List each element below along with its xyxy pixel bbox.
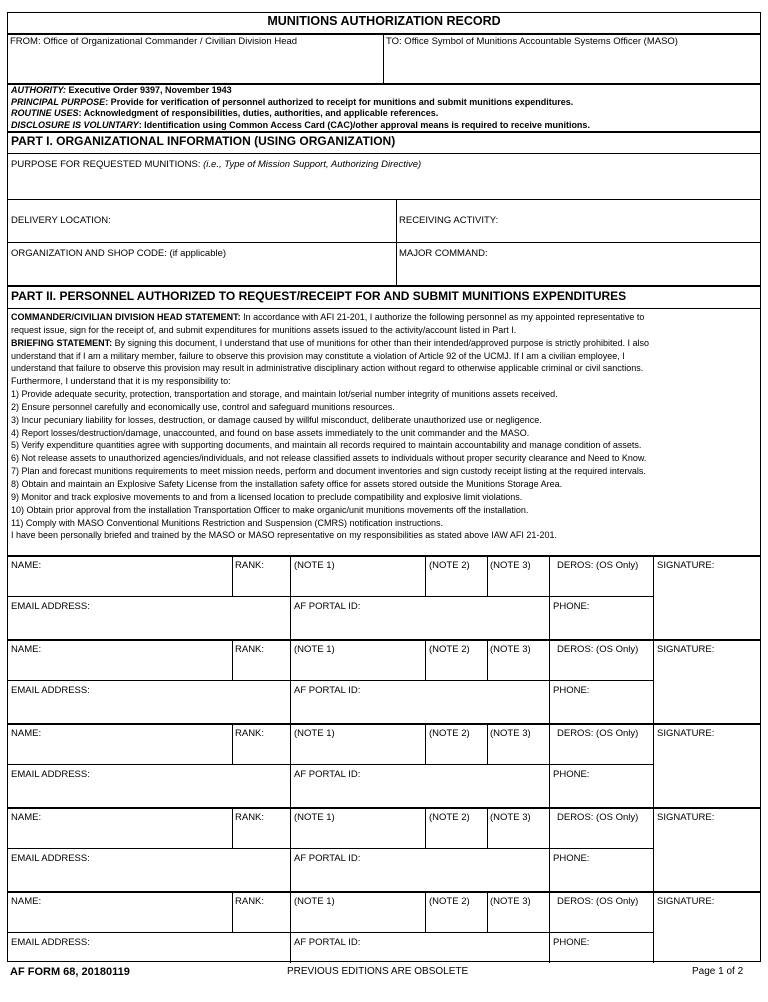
to-label: TO: Office Symbol of Munitions Accountable Systems Officer (MASO) — [386, 36, 678, 47]
note2-label: (NOTE 2) — [429, 812, 470, 823]
delivery-location-label: DELIVERY LOCATION: — [11, 215, 111, 226]
phone-field-2[interactable] — [551, 697, 652, 721]
deros-label: DEROS: (OS Only) — [557, 728, 639, 739]
name-label: NAME: — [11, 812, 42, 823]
note3-label: (NOTE 3) — [490, 728, 531, 739]
signature-field-3[interactable] — [655, 740, 759, 805]
note2-field-1[interactable] — [427, 572, 486, 594]
phone-label: PHONE: — [553, 769, 590, 780]
rank-field-4[interactable] — [234, 824, 289, 846]
email-field-4[interactable] — [9, 865, 289, 889]
rank-field-5[interactable] — [234, 908, 289, 930]
phone-field-3[interactable] — [551, 781, 652, 805]
responsibility-item: 10) Obtain prior approval from the installation Transportation Officer to make organic/unit munitions movements off the installation. — [11, 504, 529, 515]
note1-field-5[interactable] — [292, 908, 424, 930]
rank-field-2[interactable] — [234, 656, 289, 678]
responsibility-item: 5) Verify expenditure quantities agree with supporting documents, and maintain all records required to maintain accountability and manage condition of assets. — [11, 440, 642, 451]
note2-field-2[interactable] — [427, 656, 486, 678]
portal-id-field-1[interactable] — [292, 613, 548, 637]
deros-field-2[interactable] — [551, 656, 652, 678]
note1-label: (NOTE 1) — [294, 896, 335, 907]
note3-label: (NOTE 3) — [490, 560, 531, 571]
deros-field-4[interactable] — [551, 824, 652, 846]
briefing-statement: COMMANDER/CIVILIAN DIVISION HEAD STATEMENT: In accordance with AFI 21-201, I authorize the following personnel as my appointed representative to request issue, sign for the receipt of, and submit expenditures for munitions assets issued to the activity/account listed in Part I. BRIEFING STATEMENT: By signing this document, I understand that use of munitions for other than their intended/approved purpose is strictly prohibited. I also understand that if I am a military member, failure to observe this provision may constitute a violation of Article 92 of the UCMJ. If I am a civilian employee, I understand that failure to observe this provision may result in administrative disciplinary action without regard to otherwise applicable criminal or civil sanctions. Furthermore, I understand that it is my responsibility to: 1) Provide adequate security, protection, transportation and storage, and maintain lot/serial number integrity of munitions assets received. 2) Ensure personnel carefully and economically use, control and safeguard munitions resources. 3) Incur pecuniary liability for losses, destruction, or damage caused by willful misconduct, deliberate unauthorized use or negligence. 4) Report losses/destruction/damage, unaccounted, and found on base assets immediately to the unit commander and the MASO. 5) Verify expenditure quantities agree with supporting documents, and maintain all records required to maintain accountability and manage condition of assets. 6) Not release assets to unauthorized agencies/individuals, and not release classified assets to individuals without proper security clearance and Need to Know. 7) Plan and forecast munitions requirements to meet mission needs, perform and document inventories and sign custody receipt listing at the required intervals. 8) Obtain and maintain an Explosive Safety License from the installation safety office for assets stored outside the Munitions Storage Area. 9) Monitor and track explosive movements to and from a licensed location to preclude compatibility and explosive limit violations. 10) Obtain prior approval from the installation Transportation Officer to make organic/unit munitions movements off the installation. 11) Comply with MASO Conventional Munitions Restriction and Suspension (CMRS) notification instructions. I have been personally briefed and trained by the MASO or MASO representative on my responsibilities as stated above IAW AFI 21-201. — [11, 311, 759, 542]
email-field-3[interactable] — [9, 781, 289, 805]
editions-notice: PREVIOUS EDITIONS ARE OBSOLETE — [287, 966, 469, 977]
deros-label: DEROS: (OS Only) — [557, 644, 639, 655]
rank-label: RANK: — [235, 812, 265, 823]
major-command-label: MAJOR COMMAND: — [399, 248, 488, 259]
name-field-2[interactable] — [9, 656, 231, 678]
note2-label: (NOTE 2) — [429, 644, 470, 655]
portal-id-label: AF PORTAL ID: — [294, 937, 361, 948]
signature-field-4[interactable] — [655, 824, 759, 889]
note1-label: (NOTE 1) — [294, 728, 335, 739]
note3-label: (NOTE 3) — [490, 896, 531, 907]
portal-id-field-5[interactable] — [292, 949, 548, 961]
org-shop-code-field[interactable] — [9, 260, 395, 284]
name-field-1[interactable] — [9, 572, 231, 594]
note2-label: (NOTE 2) — [429, 560, 470, 571]
receiving-activity-field[interactable] — [508, 201, 758, 241]
responsibility-item: 1) Provide adequate security, protection, transportation and storage, and maintain lot/serial number integrity of munitions assets received. — [11, 389, 558, 400]
note3-label: (NOTE 3) — [490, 644, 531, 655]
responsibility-item: 3) Incur pecuniary liability for losses, destruction, or damage caused by willful misconduct, deliberate unauthorized use or negligence. — [11, 414, 542, 425]
name-label: NAME: — [11, 896, 42, 907]
portal-id-field-4[interactable] — [292, 865, 548, 889]
portal-id-label: AF PORTAL ID: — [294, 769, 361, 780]
note3-field-2[interactable] — [489, 656, 548, 678]
email-label: EMAIL ADDRESS: — [11, 769, 90, 780]
name-label: NAME: — [11, 728, 42, 739]
email-field-2[interactable] — [9, 697, 289, 721]
note3-field-1[interactable] — [489, 572, 548, 594]
deros-field-3[interactable] — [551, 740, 652, 762]
deros-label: DEROS: (OS Only) — [557, 812, 639, 823]
phone-field-4[interactable] — [551, 865, 652, 889]
email-label: EMAIL ADDRESS: — [11, 853, 90, 864]
rank-label: RANK: — [235, 728, 265, 739]
responsibility-item: 11) Comply with MASO Conventional Munitions Restriction and Suspension (CMRS) notification instructions. — [11, 517, 444, 528]
note3-label: (NOTE 3) — [490, 812, 531, 823]
email-field-5[interactable] — [9, 949, 289, 961]
name-label: NAME: — [11, 644, 42, 655]
deros-field-5[interactable] — [551, 908, 652, 930]
from-field[interactable] — [9, 47, 381, 82]
receiving-activity-label: RECEIVING ACTIVITY: — [399, 215, 499, 226]
email-label: EMAIL ADDRESS: — [11, 685, 90, 696]
note1-label: (NOTE 1) — [294, 560, 335, 571]
form-page — [7, 12, 761, 962]
major-command-field[interactable] — [398, 260, 758, 284]
signature-field-5[interactable] — [655, 908, 759, 961]
note3-field-4[interactable] — [489, 824, 548, 846]
note2-field-4[interactable] — [427, 824, 486, 846]
deros-label: DEROS: (OS Only) — [557, 896, 639, 907]
note1-label: (NOTE 1) — [294, 812, 335, 823]
note3-field-3[interactable] — [489, 740, 548, 762]
org-shop-code-label: ORGANIZATION AND SHOP CODE: (if applicable) — [11, 248, 227, 259]
responsibility-item: 2) Ensure personnel carefully and economically use, control and safeguard munitions resources. — [11, 401, 395, 412]
note3-field-5[interactable] — [489, 908, 548, 930]
note1-field-3[interactable] — [292, 740, 424, 762]
phone-field-5[interactable] — [551, 949, 652, 961]
email-label: EMAIL ADDRESS: — [11, 601, 90, 612]
signature-label: SIGNATURE: — [657, 896, 715, 907]
signature-label: SIGNATURE: — [657, 560, 715, 571]
portal-id-label: AF PORTAL ID: — [294, 853, 361, 864]
phone-field-1[interactable] — [551, 613, 652, 637]
name-field-4[interactable] — [9, 824, 231, 846]
rank-label: RANK: — [235, 560, 265, 571]
note1-field-4[interactable] — [292, 824, 424, 846]
signature-label: SIGNATURE: — [657, 644, 715, 655]
deros-field-1[interactable] — [551, 572, 652, 594]
privacy-act-statement: AUTHORITY: Executive Order 9397, November 1943 PRINCIPAL PURPOSE: Provide for verification of personnel authorized to receipt for munitions and submit munitions expenditures. ROUTINE USES: Acknowledgment of responsibilities, duties, authorities, and applicable references. DISCLOSURE IS VOLUNTARY: Identification using Common Access Card (CAC)/other approval means is required to receive munitions. — [11, 85, 590, 130]
from-label: FROM: Office of Organizational Commander / Civilian Division Head — [10, 36, 298, 47]
responsibility-item: 6) Not release assets to unauthorized agencies/individuals, and not release classified assets to individuals without proper security clearance and Need to Know. — [11, 453, 647, 464]
purpose-label: PURPOSE FOR REQUESTED MUNITIONS: (i.e., Type of Mission Support, Authorizing Directive) — [11, 159, 422, 170]
signature-label: SIGNATURE: — [657, 728, 715, 739]
name-label: NAME: — [11, 560, 42, 571]
note2-field-3[interactable] — [427, 740, 486, 762]
delivery-location-field[interactable] — [128, 201, 394, 241]
name-field-3[interactable] — [9, 740, 231, 762]
to-field[interactable] — [385, 47, 759, 82]
portal-id-field-2[interactable] — [292, 697, 548, 721]
rank-field-3[interactable] — [234, 740, 289, 762]
responsibility-item: 8) Obtain and maintain an Explosive Safety License from the installation safety office for assets stored outside the Munitions Storage Area. — [11, 478, 563, 489]
note1-field-2[interactable] — [292, 656, 424, 678]
page-number: Page 1 of 2 — [692, 966, 744, 977]
portal-id-label: AF PORTAL ID: — [294, 685, 361, 696]
deros-label: DEROS: (OS Only) — [557, 560, 639, 571]
phone-label: PHONE: — [553, 937, 590, 948]
phone-label: PHONE: — [553, 601, 590, 612]
responsibility-item: 9) Monitor and track explosive movements to and from a licensed location to preclude compatibility and explosive limit violations. — [11, 491, 523, 502]
purpose-field[interactable] — [9, 171, 759, 197]
rank-field-1[interactable] — [234, 572, 289, 594]
phone-label: PHONE: — [553, 853, 590, 864]
note1-field-1[interactable] — [292, 572, 424, 594]
signature-field-2[interactable] — [655, 656, 759, 721]
note2-label: (NOTE 2) — [429, 896, 470, 907]
responsibility-item: 4) Report losses/destruction/damage, unaccounted, and found on base assets immediately to the unit commander and the MASO. — [11, 427, 530, 438]
part2-heading: PART II. PERSONNEL AUTHORIZED TO REQUEST/RECEIPT FOR AND SUBMIT MUNITIONS EXPENDITURES — [11, 289, 627, 303]
form-number: AF FORM 68, 20180119 — [10, 966, 130, 978]
phone-label: PHONE: — [553, 685, 590, 696]
responsibility-item: 7) Plan and forecast munitions requirements to meet mission needs, perform and document inventories and sign custody receipt listing at the required intervals. — [11, 466, 646, 477]
form-title: MUNITIONS AUTHORIZATION RECORD — [267, 14, 501, 28]
part1-heading: PART I. ORGANIZATIONAL INFORMATION (USING ORGANIZATION) — [11, 134, 396, 148]
name-field-5[interactable] — [9, 908, 231, 930]
rank-label: RANK: — [235, 896, 265, 907]
signature-field-1[interactable] — [655, 572, 759, 637]
note2-field-5[interactable] — [427, 908, 486, 930]
portal-id-field-3[interactable] — [292, 781, 548, 805]
note2-label: (NOTE 2) — [429, 728, 470, 739]
note1-label: (NOTE 1) — [294, 644, 335, 655]
portal-id-label: AF PORTAL ID: — [294, 601, 361, 612]
email-label: EMAIL ADDRESS: — [11, 937, 90, 948]
email-field-1[interactable] — [9, 613, 289, 637]
signature-label: SIGNATURE: — [657, 812, 715, 823]
rank-label: RANK: — [235, 644, 265, 655]
